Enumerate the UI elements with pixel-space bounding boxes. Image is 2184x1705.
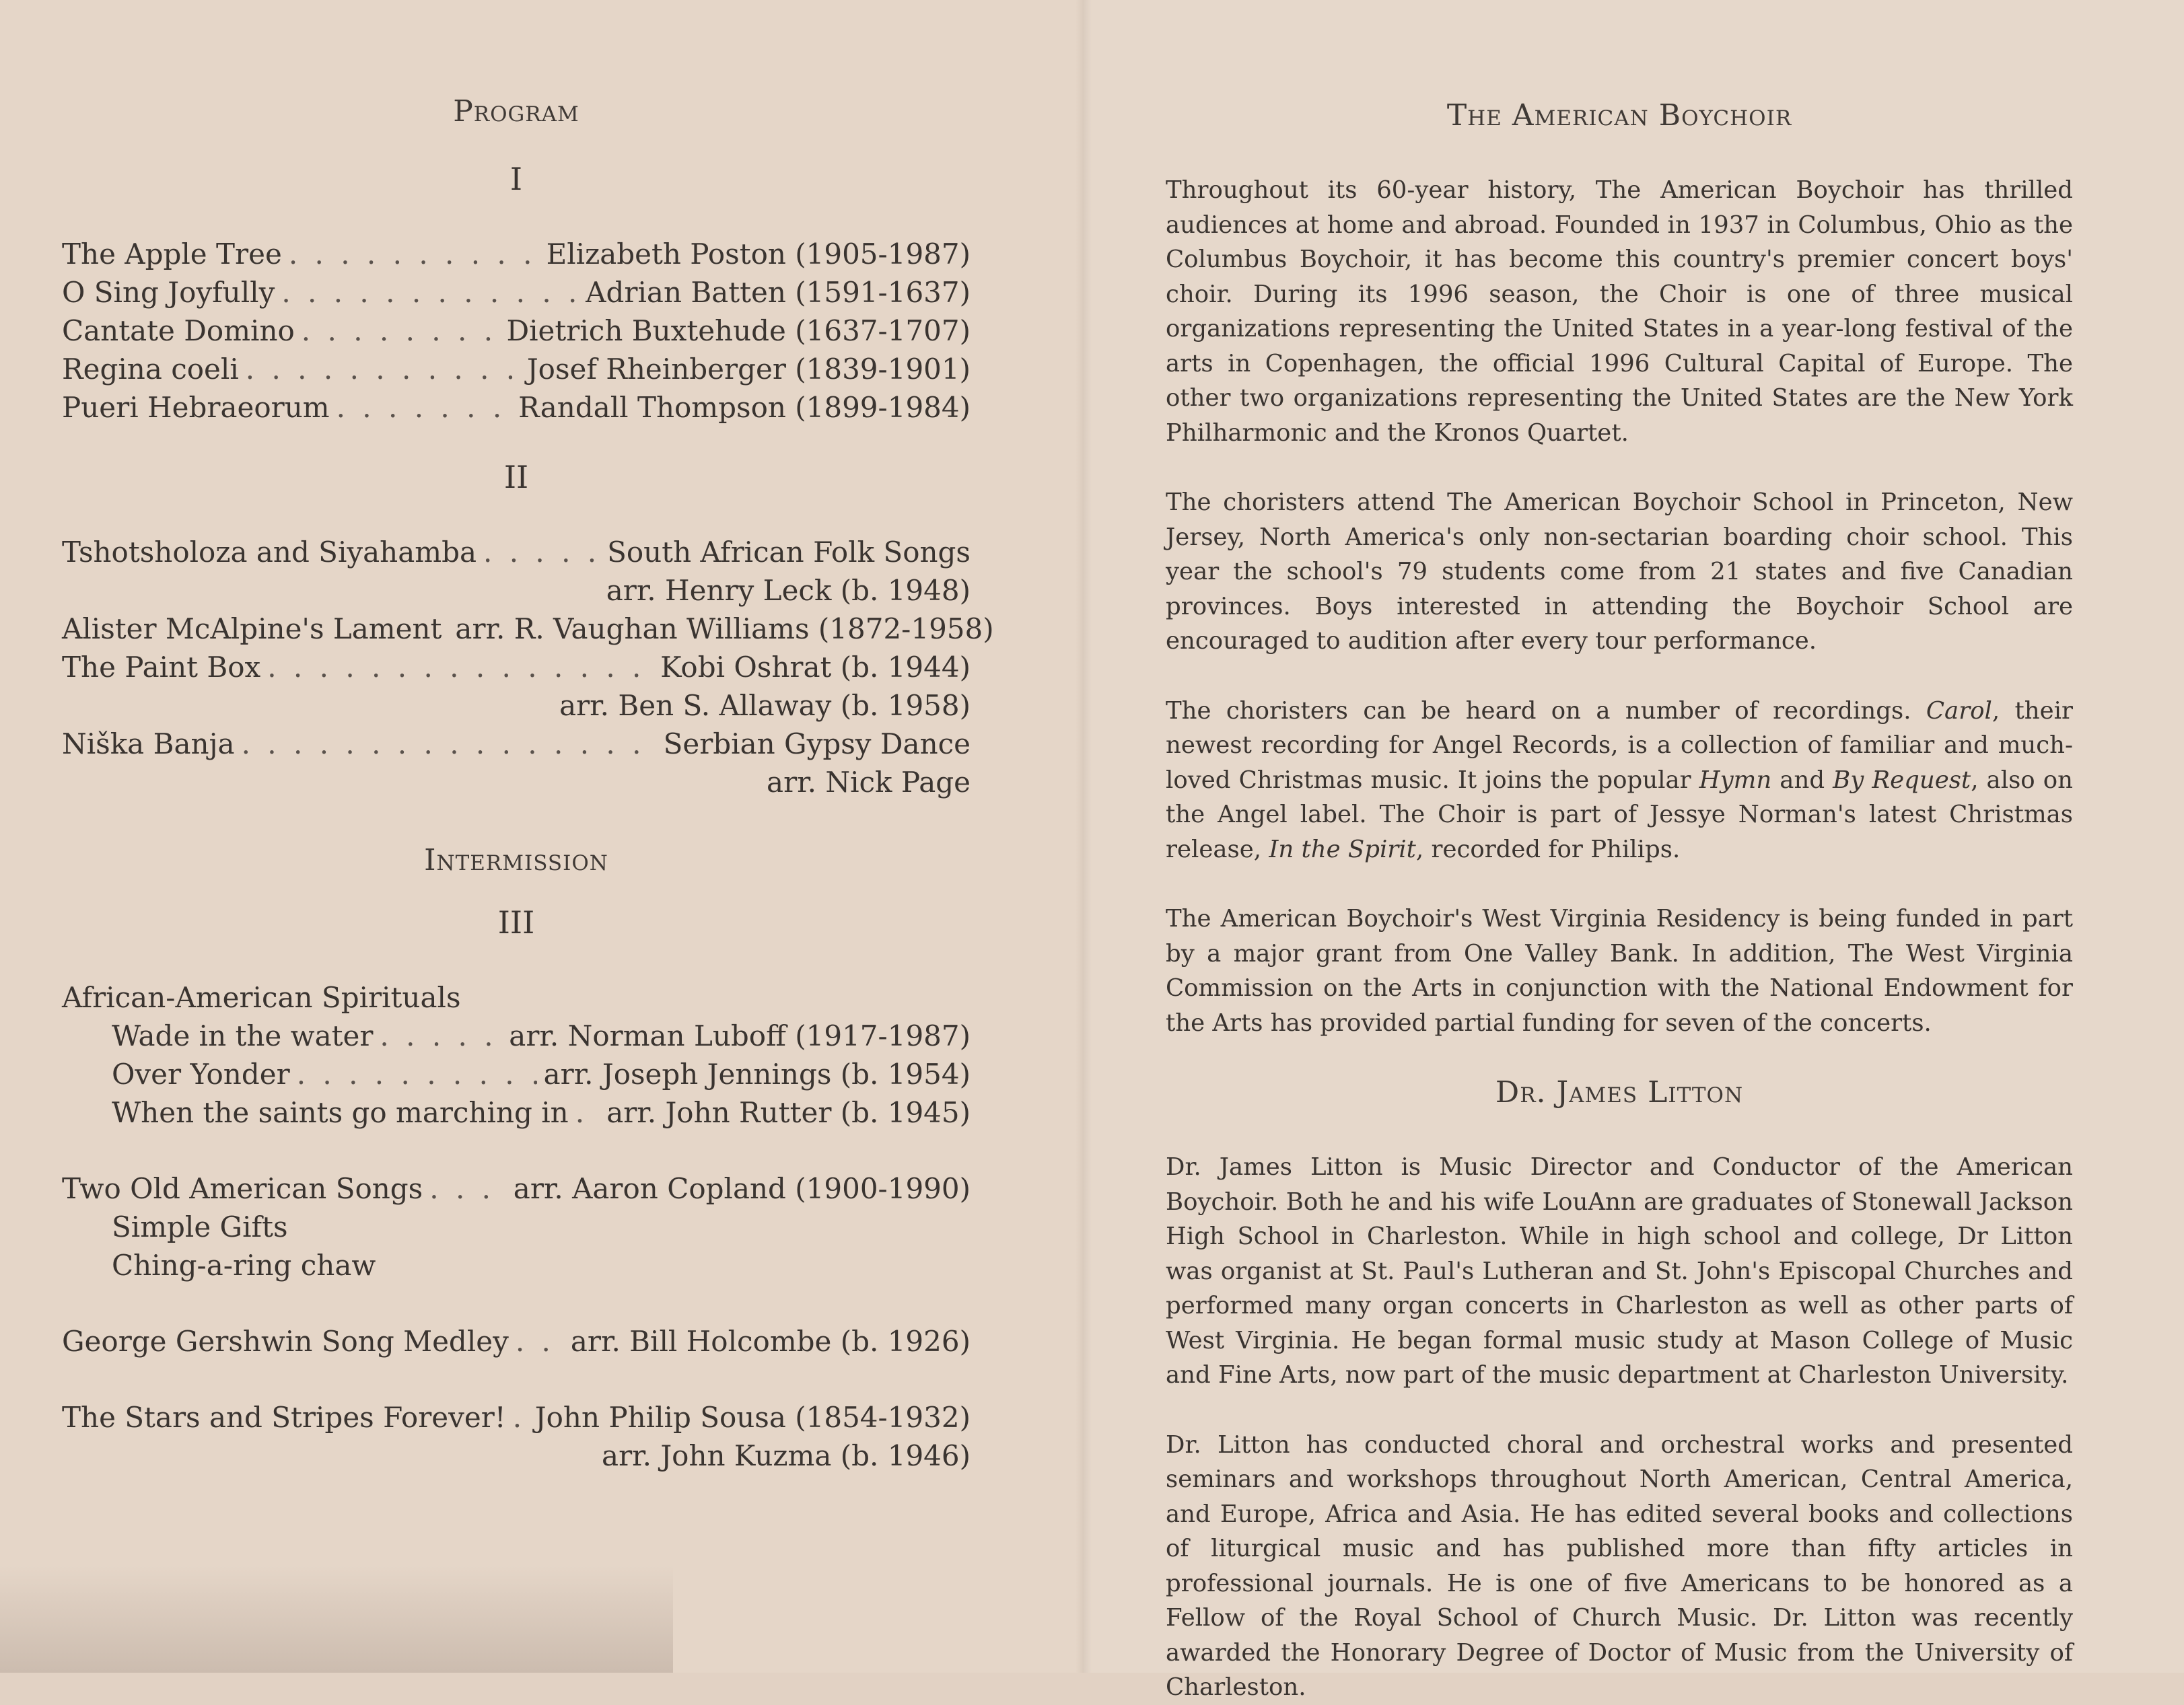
choir-paragraph: The choristers attend The American Boychoir School in Princeton, New Jersey, North America's only non-sectarian boarding choir school. This year the school's 79 students come from 21 states and five Canadian provinces. Boys interested in attending the Boychoir School are encouraged to audition after every tour performance.	[1166, 488, 2073, 655]
piece-title: The Apple Tree	[62, 238, 282, 270]
bio-section	[1166, 98, 2073, 1705]
text-run: The choristers can be heard on a number of recordings.	[1166, 696, 1926, 725]
piece-arranger: arr. Ben S. Allaway (b. 1958)	[559, 689, 971, 722]
program-item	[62, 1093, 971, 1132]
part-three-numeral: III	[497, 904, 535, 941]
piece-title: Cantate Domino	[62, 314, 295, 347]
sub-piece: Ching-a-ring chaw	[112, 1249, 376, 1282]
piece-composer: arr. R. Vaughan Williams (1872-1958)	[455, 612, 994, 645]
part-three-list	[62, 978, 971, 1475]
program-item	[62, 1017, 971, 1055]
piece-composer: Elizabeth Poston (1905-1987)	[546, 238, 971, 270]
part-one-list	[62, 235, 971, 427]
piece-composer: Randall Thompson (1899-1984)	[518, 391, 971, 424]
program-item	[62, 648, 971, 686]
leader-dots	[297, 1055, 537, 1093]
album-title: Carol	[1926, 696, 1992, 725]
piece-composer: Kobi Oshrat (b. 1944)	[660, 651, 971, 684]
conductor-paragraph: Dr. James Litton is Music Director and Conductor of the American Boychoir. Both he and his wife LouAnn are graduates of Stonewall Jackson High School in Charleston. While in high school and college, Dr Litton was organist at St. Paul's Lutheran and St. John's Episcopal Churches and performed many organ concerts in Charleston as well as other parts of West Virginia. He began formal music study at Mason College of Music and Fine Arts, now part of the music department at Charleston University.	[1166, 1153, 2073, 1389]
program-item	[62, 350, 971, 388]
sub-piece: Simple Gifts	[112, 1210, 288, 1243]
piece-composer: arr. Norman Luboff (1917-1987)	[509, 1019, 971, 1052]
piece-arranger: arr. Henry Leck (b. 1948)	[606, 574, 971, 607]
piece-title: Niška Banja	[62, 727, 235, 760]
choir-paragraph: The American Boychoir's West Virginia Residency is being funded in part by a major grant from One Valley Bank. In addition, The West Virginia Commission on the Arts in conjunction with the National Endowment for the Arts has provided partial funding for seven of the concerts.	[1166, 905, 2073, 1037]
piece-composer: Dietrich Buxtehude (1637-1707)	[506, 314, 971, 347]
piece-composer: Serbian Gypsy Dance	[663, 727, 971, 760]
intermission-heading: Intermission	[424, 843, 608, 877]
leader-dots	[380, 1017, 502, 1055]
leader-dots	[302, 312, 500, 350]
album-title: In the Spirit	[1269, 835, 1416, 863]
album-title: By Request	[1833, 766, 1971, 794]
piece-title: Alister McAlpine's Lament	[62, 612, 442, 645]
program-item	[62, 235, 971, 273]
piece-arranger: arr. Nick Page	[767, 766, 971, 799]
choir-paragraph: Throughout its 60-year history, The American Boychoir has thrilled audiences at home and abroad. Founded in 1937 in Columbus, Ohio as the Columbus Boychoir, it has become this country's premier concert boys' choir. During its 1996 season, the Choir is one of three musical organizations representing the United States in a year-long festival of the arts in Copenhagen, the official 1996 Cultural Capital of Europe. The other two organizations representing the United States are the New York Philharmonic and the Kronos Quartet.	[1166, 176, 2073, 447]
choir-paragraph	[1166, 694, 2073, 867]
conductor-paragraph: Dr. Litton has conducted choral and orchestral works and presented seminars and workshops throughout North American, Central America, and Europe, Africa and Asia. He has edited several books and collections of liturgical music and has published more than fifty articles in professional journals. He is one of five Americans to be honored as a Fellow of the Royal School of Church Music. Dr. Litton was recently awarded the Honorary Degree of Doctor of Music from the University of Charleston.	[1166, 1430, 2073, 1701]
program-item	[62, 273, 971, 312]
piece-composer: arr. Bill Holcombe (b. 1926)	[570, 1325, 971, 1358]
text-run: , recorded for Philips.	[1415, 835, 1681, 863]
part-two-numeral: II	[503, 459, 529, 495]
program-item	[62, 1055, 971, 1093]
program-item	[62, 388, 971, 427]
piece-title: Wade in the water	[112, 1019, 374, 1052]
page-fold	[1076, 0, 1092, 1673]
piece-title: Pueri Hebraeorum	[62, 391, 330, 424]
program-heading: Program	[453, 94, 579, 129]
program-item	[62, 533, 971, 571]
leader-dots	[516, 1322, 564, 1361]
piece-composer: arr. Aaron Copland (1900-1990)	[513, 1172, 971, 1205]
part-one-numeral: I	[509, 161, 523, 197]
leader-dots	[246, 350, 520, 388]
piece-composer: South African Folk Songs	[607, 536, 971, 569]
piece-title: The Stars and Stripes Forever!	[62, 1401, 506, 1434]
leader-dots	[289, 235, 540, 273]
conductor-heading: Dr. James Litton	[1495, 1075, 1744, 1110]
program-item	[62, 610, 994, 648]
piece-title: Tshotsholoza and Siyahamba	[62, 536, 477, 569]
piece-title: George Gershwin Song Medley	[62, 1325, 509, 1358]
leader-dots	[267, 648, 654, 686]
program-item	[62, 725, 971, 763]
leader-dots	[513, 1398, 528, 1437]
program-item	[62, 1169, 971, 1208]
piece-composer: arr. Joseph Jennings (b. 1954)	[543, 1058, 971, 1091]
piece-arranger: arr. John Kuzma (b. 1946)	[602, 1439, 971, 1472]
piece-composer: arr. John Rutter (b. 1945)	[606, 1096, 971, 1129]
leader-dots	[337, 388, 512, 427]
group-heading: African-American Spirituals	[62, 981, 461, 1014]
piece-title: When the saints go marching in	[112, 1096, 569, 1129]
choir-heading: The American Boychoir	[1446, 98, 1792, 133]
text-run: , their newest recording for Angel Records, is a collection of familiar and much-loved Christmas music. It joins the popular	[1166, 696, 2073, 794]
program-item	[62, 312, 971, 350]
leader-dots	[575, 1093, 600, 1132]
text-run: , also on the Angel label. The Choir is part of Jessye Norman's latest Christmas release,	[1166, 766, 2073, 863]
program-section	[62, 94, 994, 1475]
piece-composer: John Philip Sousa (1854-1932)	[534, 1401, 971, 1434]
piece-composer: Josef Rheinberger (1839-1901)	[526, 353, 971, 386]
leader-dots	[281, 273, 579, 312]
leader-dots	[242, 725, 657, 763]
scan-shadow	[0, 1565, 673, 1673]
part-two-list	[62, 533, 994, 801]
piece-composer: Adrian Batten (1591-1637)	[586, 276, 971, 309]
album-title: Hymn	[1699, 766, 1772, 794]
program-item	[62, 1322, 971, 1361]
leader-dots	[483, 533, 600, 571]
piece-title: O Sing Joyfully	[62, 276, 275, 309]
leader-dots	[429, 1169, 507, 1208]
piece-title: Two Old American Songs	[62, 1172, 423, 1205]
piece-title: Over Yonder	[112, 1058, 290, 1091]
text-run: and	[1771, 766, 1833, 794]
piece-title: The Paint Box	[62, 651, 261, 684]
program-item	[62, 1398, 971, 1437]
piece-title: Regina coeli	[62, 353, 239, 386]
